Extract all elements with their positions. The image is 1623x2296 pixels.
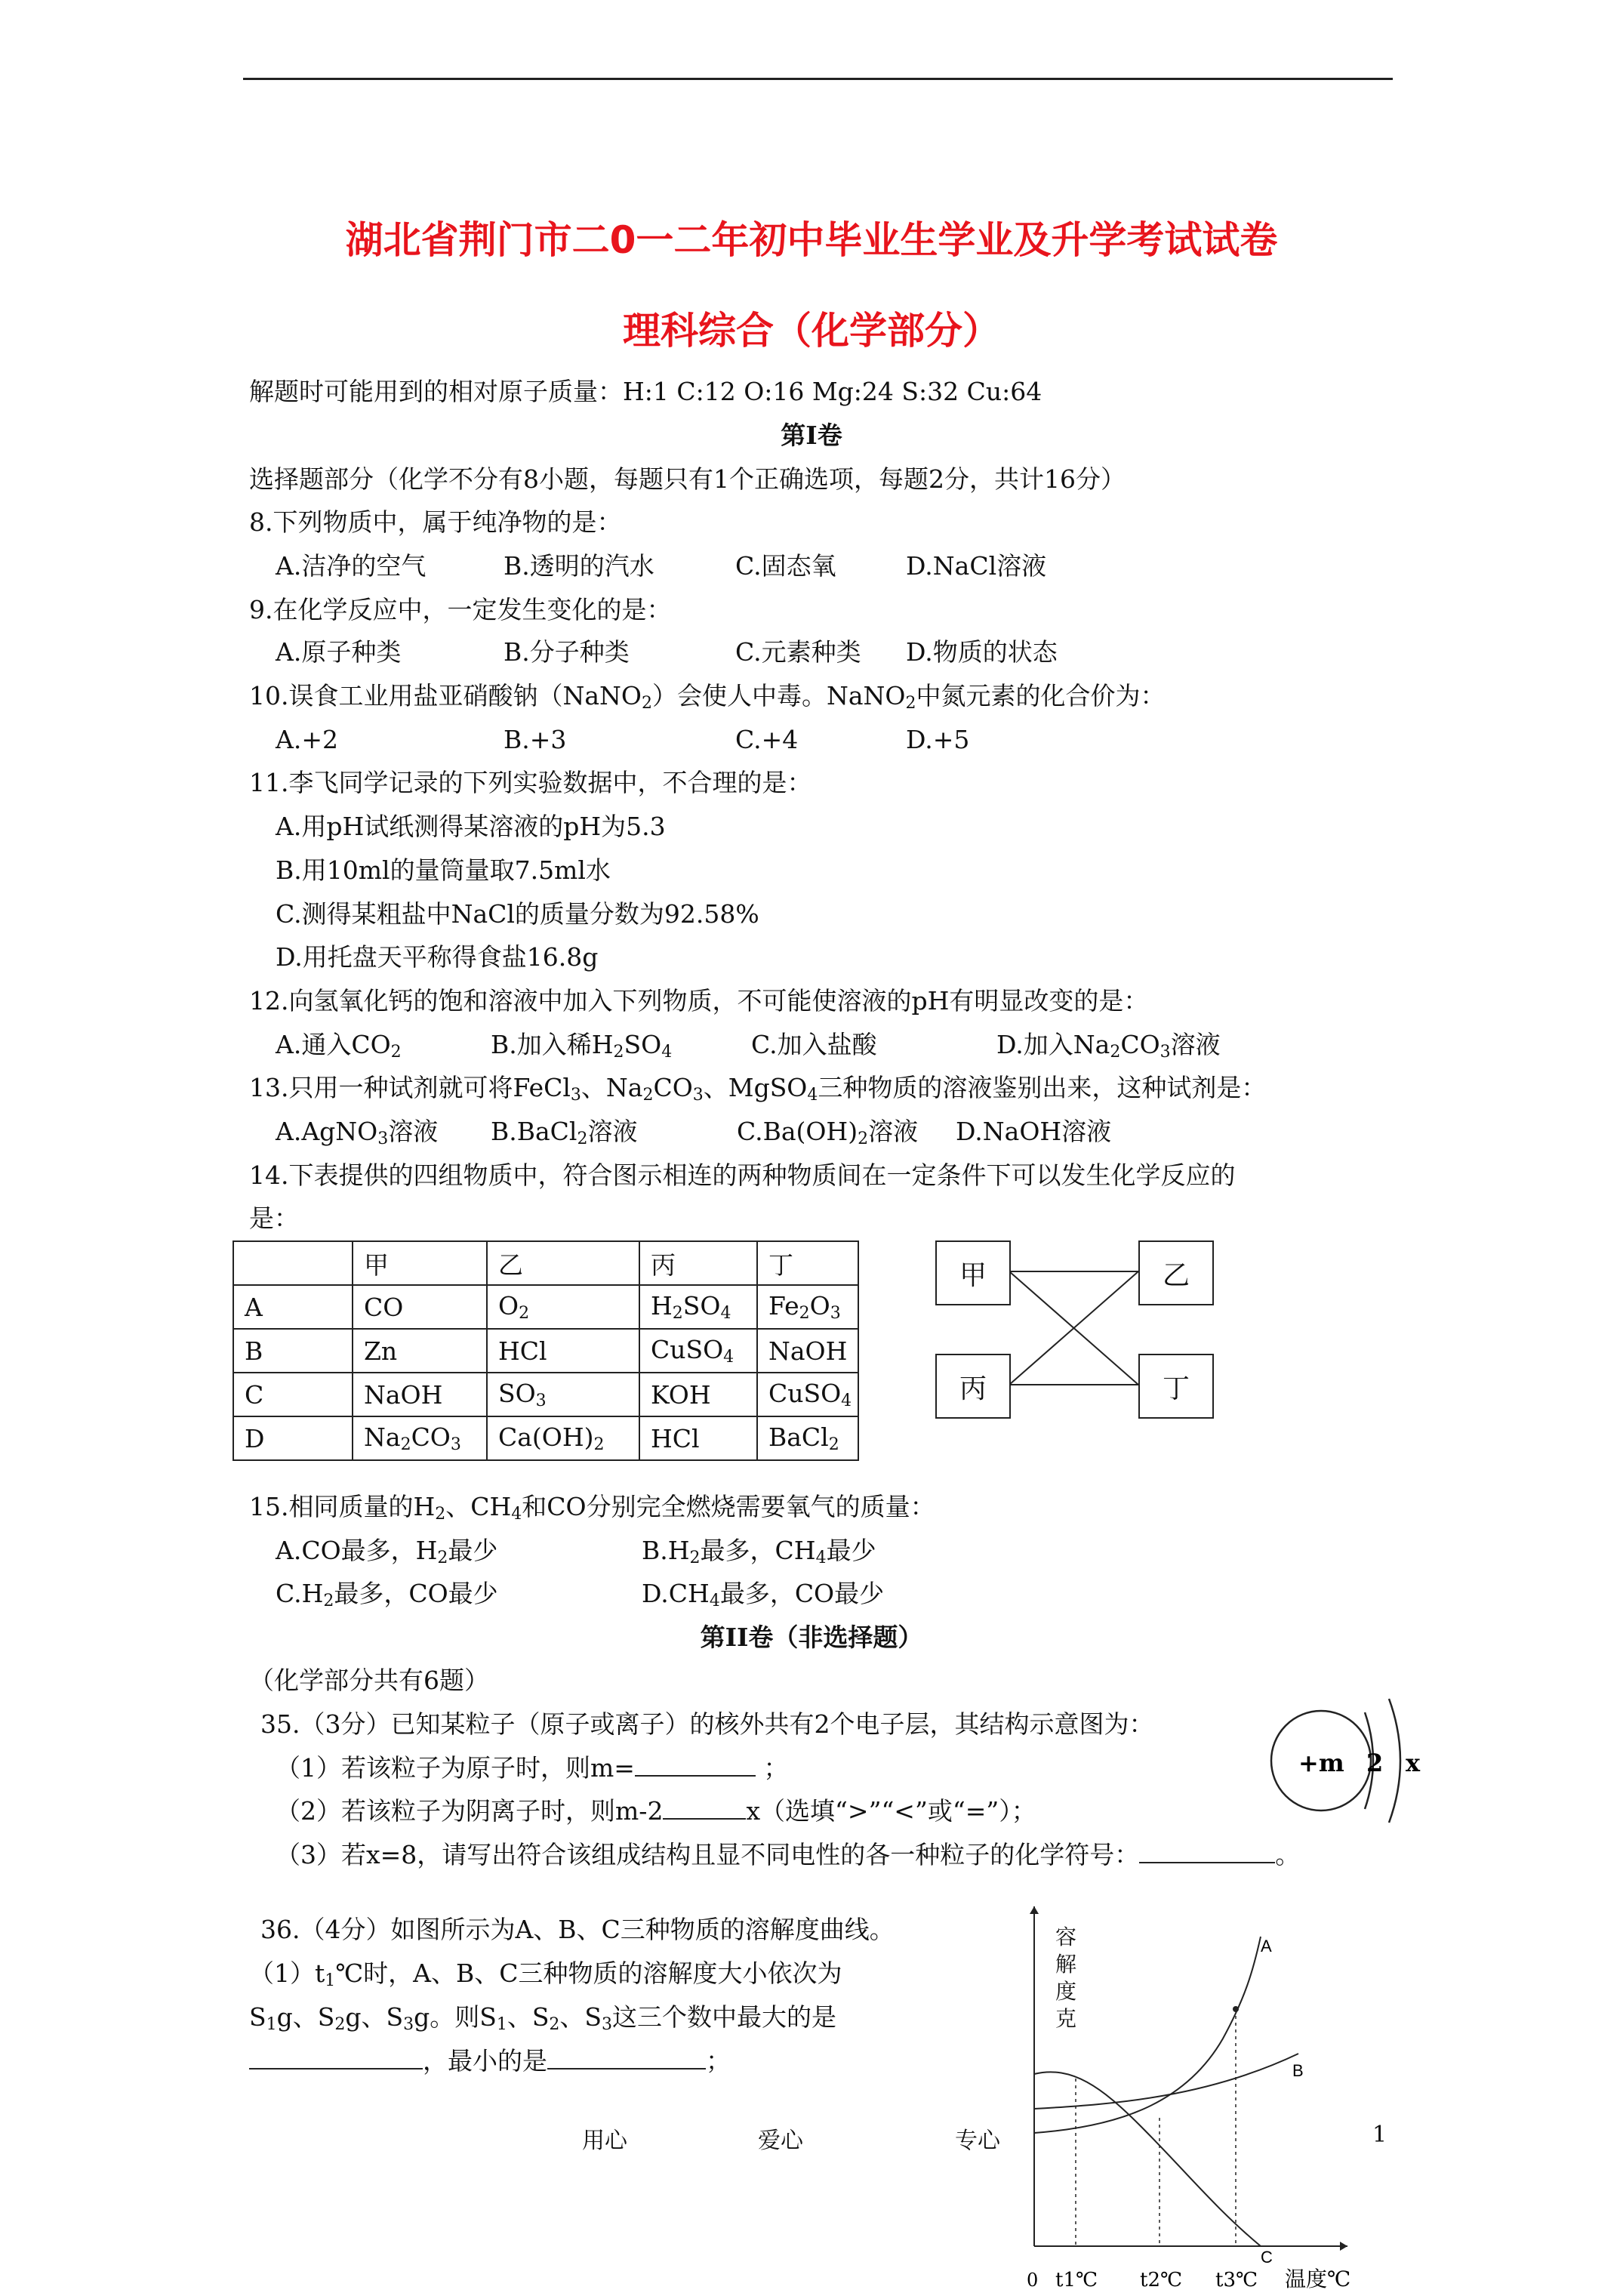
part1-heading: 第I卷: [781, 421, 842, 450]
tick-t1: t1℃: [1055, 2269, 1098, 2291]
tick-t2: t2℃: [1140, 2269, 1183, 2291]
diagram-box-yi: 乙: [1138, 1240, 1214, 1305]
nucleus-label: +m: [1298, 1749, 1344, 1777]
table-cell: CuSO$_4$: [757, 1373, 858, 1416]
page-subtitle: 理科综合（化学部分）: [623, 309, 1000, 353]
atom-structure-diagram: [1268, 1691, 1434, 1827]
q15-option-d: $D.CH_4$最多，CO最少: [642, 1579, 885, 1610]
q9-option-b: B.分子种类: [504, 637, 630, 667]
y-axis-arrow: [1030, 1906, 1039, 1914]
q10-option-c: C.+4: [735, 725, 799, 754]
curve-label-a: A: [1261, 1937, 1272, 1955]
table-cell: $Fe_2O_3$: [757, 1285, 858, 1329]
q10-stem: 10.误食工业用盐亚硝酸钠（NaNO$_2$）会使人中毒。NaNO$_2$中氮元素的化合价为：: [249, 681, 1166, 713]
q35-part2: （2）若该粒子为阴离子时，则m-2 x（选填“>”“<”或“=”）；: [276, 1796, 1036, 1826]
x-axis-label: 温度℃: [1285, 2267, 1351, 2291]
q14-stem: 14.下表提供的四组物质中，符合图示相连的两种物质间在一定条件下可以发生化学反应的: [249, 1160, 1236, 1190]
q14-stem-cont: 是：: [249, 1203, 299, 1233]
q12-option-b: B.加入稀$H_2SO_4$: [491, 1030, 673, 1062]
q36-part1-cont: $S_1g$、$S_2g$、$S_3g$。则$S_1$、$S_2$、$S_3$这三个数中最大的是: [249, 2002, 837, 2034]
q36-part1-answer: ，最小的是 ；: [249, 2043, 731, 2079]
table-cell: $Na_2CO_3$: [353, 1416, 487, 1460]
answer-blank[interactable]: [547, 2068, 706, 2069]
q15-option-b: $B.H_2$最多，$CH_4$最少: [642, 1536, 876, 1567]
diagram-box-jia: 甲: [935, 1240, 1011, 1305]
table-cell: Zn: [353, 1329, 487, 1373]
q35-stem: 35.（3分）已知某粒子（原子或离子）的核外共有2个电子层，其结构示意图为：: [260, 1709, 1154, 1739]
answer-blank[interactable]: [663, 1818, 746, 1820]
shell1-label: 2: [1366, 1749, 1384, 1777]
q11-option-a: A.用pH试纸测得某溶液的pH为5.3: [276, 812, 666, 841]
origin-label: 0: [1027, 2270, 1039, 2291]
q36-stem: 36.（4分）如图所示为A、B、C三种物质的溶解度曲线。: [260, 1915, 895, 1944]
table-cell: CuSO$_4$: [639, 1329, 757, 1373]
q13-stem: 13.只用一种试剂就可将FeCl$_3$、$Na_2CO_3$、MgSO$_4$三种物质的溶液鉴别出来，这种试剂是：: [249, 1073, 1267, 1105]
y-axis-label: 容解度克: [1055, 1925, 1077, 2031]
diagram-box-bing: 丙: [935, 1354, 1011, 1419]
q35-part1: （1）若该粒子为原子时，则m= ；: [276, 1753, 789, 1783]
table-cell: $O_2$: [487, 1285, 639, 1329]
part1-intro: 选择题部分（化学不分有8小题，每题只有1个正确选项，每题2分，共计16分）: [249, 464, 1126, 494]
q15-option-a: A.CO最多，$H_2$最少: [276, 1536, 498, 1567]
q9-option-a: A.原子种类: [276, 637, 402, 667]
answer-blank[interactable]: [635, 1775, 756, 1777]
table-cell: HCl: [639, 1416, 757, 1460]
q13-option-a: A.AgNO$_3$溶液: [276, 1117, 439, 1148]
table-cell: C: [233, 1373, 353, 1416]
q9-option-d: D.物质的状态: [906, 637, 1058, 667]
footer-left: 用心: [582, 2128, 627, 2154]
answer-blank[interactable]: [249, 2068, 423, 2069]
q36-part1: $(1)t_1℃$时，A、B、C三种物质的溶解度大小依次为: [249, 1959, 842, 1990]
curve-b: [1034, 2054, 1298, 2109]
table-cell: D: [233, 1416, 353, 1460]
table-cell: KOH: [639, 1373, 757, 1416]
q15-stem: 15.相同质量的$H_2$、$CH_4$和CO分别完全燃烧需要氧气的质量：: [249, 1492, 935, 1524]
table-cell: CO: [353, 1285, 487, 1329]
curve-label-b: B: [1292, 2061, 1304, 2080]
table-header-cell: 甲: [353, 1241, 487, 1285]
x-axis-arrow: [1340, 2242, 1347, 2251]
footer-mid: 爱心: [758, 2128, 803, 2154]
q13-option-c: $C.Ba(OH)_2$溶液: [737, 1117, 919, 1148]
answer-blank[interactable]: [1139, 1862, 1275, 1863]
q9-stem: 9.在化学反应中，一定发生变化的是：: [249, 595, 672, 624]
atomic-masses: 解题时可能用到的相对原子质量：H:1 C:12 O:16 Mg:24 S:32 Cu:64: [249, 377, 1042, 406]
table-cell: $H_2SO_4$: [639, 1285, 757, 1329]
table-cell: HCl: [487, 1329, 639, 1373]
q12-option-a: A.通入$CO_2$: [276, 1030, 402, 1062]
q35-part3: （3）若x=8，请写出符合该组成结构且显不同电性的各一种粒子的化学符号： 。: [276, 1840, 1301, 1869]
curve-label-c: C: [1261, 2248, 1273, 2267]
q12-stem: 12.向氢氧化钙的饱和溶液中加入下列物质，不可能使溶液的pH有明显改变的是：: [249, 986, 1149, 1015]
q10-option-b: B.+3: [504, 725, 567, 754]
q9-option-c: C.元素种类: [735, 637, 861, 667]
shell2-label: x: [1406, 1749, 1421, 1777]
table-cell: NaOH: [353, 1373, 487, 1416]
q13-option-d: D.NaOH溶液: [956, 1117, 1112, 1146]
diagram-box-ding: 丁: [1138, 1354, 1214, 1419]
q13-option-b: B.BaCl$_2$溶液: [491, 1117, 638, 1148]
q8-option-c: C.固态氧: [735, 551, 836, 581]
q10-option-a: A.+2: [276, 725, 338, 754]
table-header-cell: 丁: [757, 1241, 858, 1285]
table-cell: B: [233, 1329, 353, 1373]
tick-t3: t3℃: [1215, 2269, 1258, 2291]
q11-stem: 11.李飞同学记录的下列实验数据中，不合理的是：: [249, 768, 812, 797]
q11-option-d: D.用托盘天平称得食盐16.8g: [276, 942, 599, 972]
q11-option-b: B.用10ml的量筒量取7.5ml水: [276, 855, 611, 885]
footer-right: 专心: [955, 2128, 1000, 2154]
table-header-cell: 乙: [487, 1241, 639, 1285]
part2-heading: 第II卷（非选择题）: [700, 1623, 923, 1652]
q8-stem: 8.下列物质中，属于纯净物的是：: [249, 507, 622, 537]
table-cell: BaCl$_2$: [757, 1416, 858, 1460]
q8-option-a: A.洁净的空气: [276, 551, 427, 581]
table-cell: $SO_3$: [487, 1373, 639, 1416]
q10-option-d: D.+5: [906, 725, 970, 754]
table-cell: $Ca(OH)_2$: [487, 1416, 639, 1460]
q12-option-d: D.加入$Na_2CO_3$溶液: [996, 1030, 1221, 1062]
page-number: 1: [1372, 2122, 1387, 2148]
table-header-cell: 丙: [639, 1241, 757, 1285]
table-cell: NaOH: [757, 1329, 858, 1373]
part2-intro: （化学部分共有6题）: [249, 1666, 489, 1695]
page-title: 湖北省荆门市二0一二年初中毕业生学业及升学考试试卷: [345, 218, 1278, 262]
q15-option-c: $C.H_2$最多，CO最少: [276, 1579, 498, 1610]
q12-option-c: C.加入盐酸: [751, 1030, 877, 1059]
q8-option-b: B.透明的汽水: [504, 551, 654, 581]
q11-option-c: C.测得某粗盐中NaCl的质量分数为92.58%: [276, 899, 759, 929]
table-cell: A: [233, 1285, 353, 1329]
q8-option-d: D.NaCl溶液: [906, 551, 1047, 581]
